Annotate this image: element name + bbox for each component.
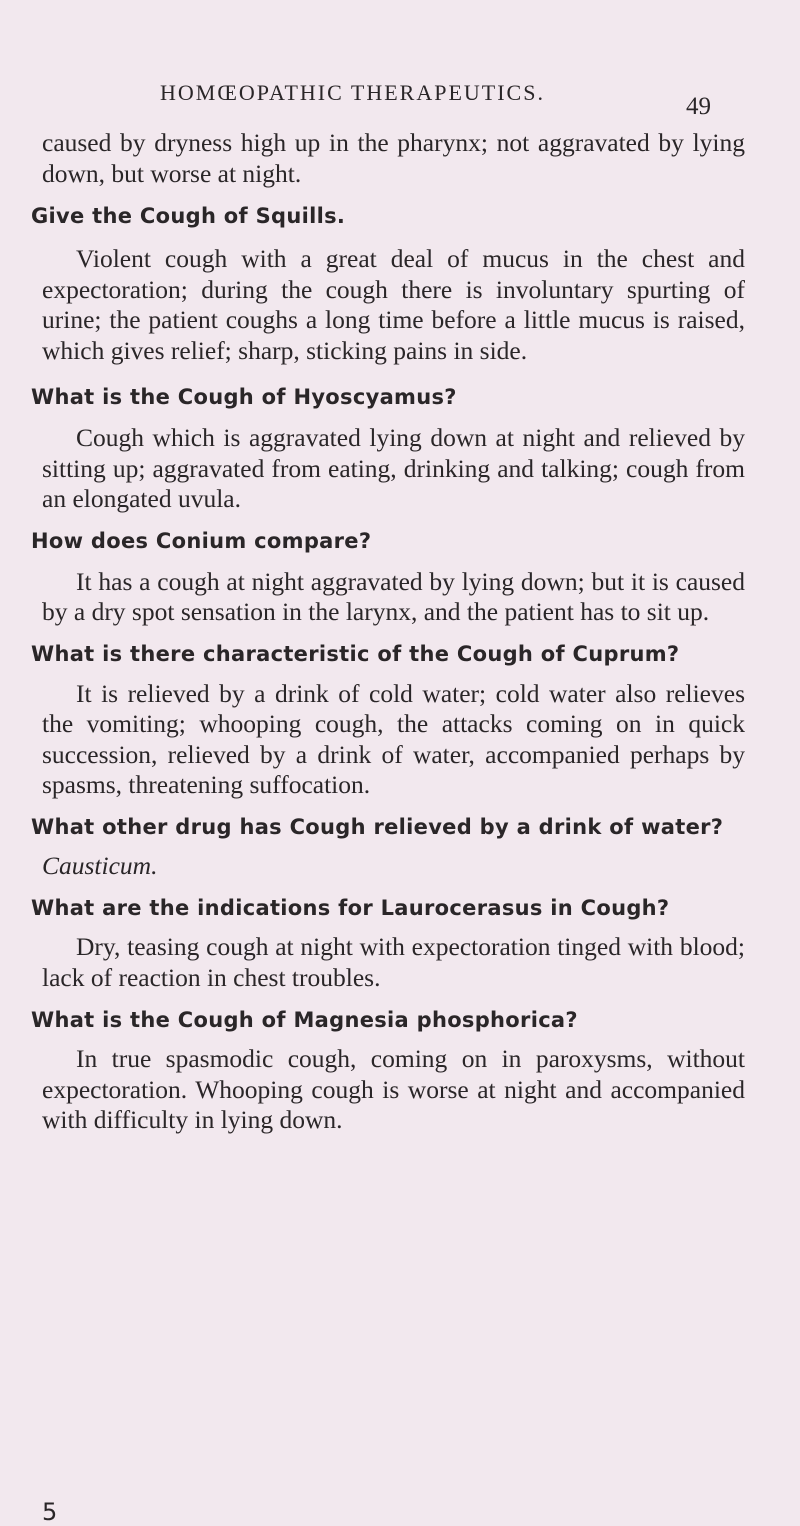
answer-paragraph: Cough which is aggravated lying down at night and relieved by sitting up; aggravated from eating, drinking and talking; cough from an elongated uvula. (42, 423, 745, 513)
question-heading: What other drug has Cough relieved by a drink of water? (31, 814, 724, 839)
answer-paragraph: caused by dryness high up in the pharynx; not aggravated by lying down, but worse at night. (42, 128, 745, 188)
question-heading: What is the Cough of Magnesia phosphorica? (31, 1008, 578, 1032)
answer-paragraph: It is relieved by a drink of cold water; cold water also relieves the vomiting; whooping cough, the attacks coming on in quick succession, relieved by a drink of water, accompanied perhaps by spasms, threatening suffocation. (42, 678, 745, 799)
signature-mark: 5 (42, 1498, 58, 1526)
answer-paragraph: Causticum. (42, 850, 158, 880)
page-number: 49 (686, 93, 711, 120)
question-heading: What is the Cough of Hyoscyamus? (31, 385, 457, 409)
question-heading: Give the Cough of Squills. (31, 204, 346, 228)
question-heading: What are the indications for Laurocerasus in Cough? (31, 896, 670, 920)
answer-paragraph: It has a cough at night aggravated by lying down; but it is caused by a dry spot sensation in the larynx, and the patient has to sit up. (42, 566, 745, 626)
question-heading: How does Conium compare? (31, 528, 372, 553)
question-heading: What is there characteristic of the Cough of Cuprum? (31, 641, 680, 666)
answer-paragraph: In true spasmodic cough, coming on in paroxysms, without expectoration. Whooping cough is worse at night and accompanied with difficulty in lying down. (42, 1044, 745, 1134)
page-body (0, 128, 800, 1136)
running-header: HOMŒOPATHIC THERAPEUTICS. (160, 80, 545, 105)
answer-paragraph: Dry, teasing cough at night with expectoration tinged with blood; lack of reaction in chest troubles. (42, 932, 745, 992)
answer-paragraph: Violent cough with a great deal of mucus in the chest and expectoration; during the cough there is involuntary spurting of urine; the patient coughs a long time before a little mucus is raised, which gives relief; sharp, sticking pains in side. (42, 244, 745, 365)
